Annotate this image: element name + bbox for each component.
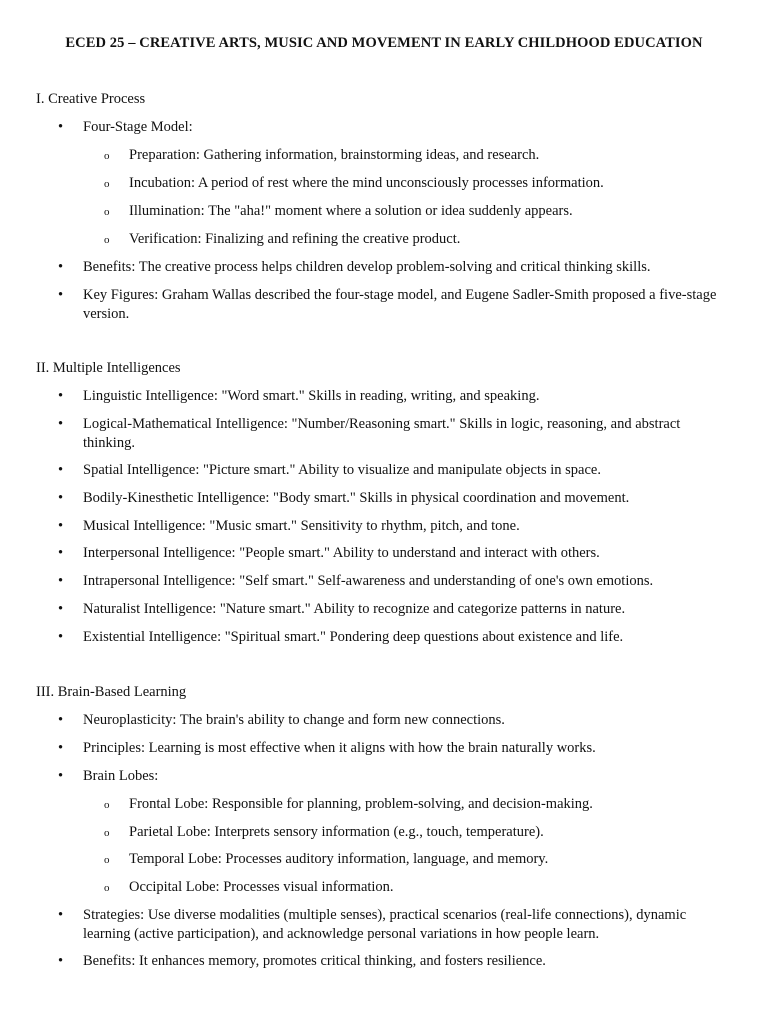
list-item: Linguistic Intelligence: "Word smart." Skills in reading, writing, and speaking. bbox=[83, 388, 540, 404]
list-item: Four-Stage Model: bbox=[83, 119, 193, 135]
bullet-icon: • bbox=[58, 573, 64, 589]
list-item: Musical Intelligence: "Music smart." Sensitivity to rhythm, pitch, and tone. bbox=[83, 518, 520, 534]
sub-bullet-icon: o bbox=[104, 882, 110, 894]
bullet-icon: • bbox=[58, 740, 64, 756]
sub-bullet-icon: o bbox=[104, 150, 110, 162]
sub-list-item: Illumination: The "aha!" moment where a solution or idea suddenly appears. bbox=[129, 203, 573, 219]
bullet-icon: • bbox=[58, 768, 64, 784]
bullet-icon: • bbox=[58, 287, 64, 303]
bullet-icon: • bbox=[58, 119, 64, 135]
sub-bullet-icon: o bbox=[104, 799, 110, 811]
sub-bullet-icon: o bbox=[104, 234, 110, 246]
list-item: Naturalist Intelligence: "Nature smart." Ability to recognize and categorize patterns in nature. bbox=[83, 601, 626, 617]
section-heading-creative-process: I. Creative Process bbox=[36, 91, 146, 107]
bullet-icon: • bbox=[58, 545, 64, 561]
section-heading-brain-based-learning: III. Brain-Based Learning bbox=[36, 684, 187, 700]
list-item: Benefits: The creative process helps children develop problem-solving and critical thinking skills. bbox=[83, 259, 651, 275]
sub-list-item: Temporal Lobe: Processes auditory information, language, and memory. bbox=[129, 851, 549, 867]
bullet-icon: • bbox=[58, 416, 64, 432]
bullet-icon: • bbox=[58, 712, 64, 728]
list-item: Intrapersonal Intelligence: "Self smart." Self-awareness and understanding of one's own emotions. bbox=[83, 573, 654, 589]
list-item: Strategies: Use diverse modalities (multiple senses), practical scenarios (real-life connections), dynamic learning (active participation), and acknowledge personal variations in how people learn. bbox=[83, 907, 687, 942]
bullet-icon: • bbox=[58, 907, 64, 923]
sub-list-item: Incubation: A period of rest where the mind unconsciously processes information. bbox=[129, 175, 604, 191]
list-item: Logical-Mathematical Intelligence: "Number/Reasoning smart." Skills in logic, reasoning, and abstract thinking. bbox=[83, 416, 681, 451]
sub-bullet-icon: o bbox=[104, 827, 110, 839]
list-item: Brain Lobes: bbox=[83, 768, 159, 784]
list-item: Bodily-Kinesthetic Intelligence: "Body smart." Skills in physical coordination and movement. bbox=[83, 490, 630, 506]
bullet-icon: • bbox=[58, 601, 64, 617]
sub-list-item: Parietal Lobe: Interprets sensory information (e.g., touch, temperature). bbox=[129, 824, 544, 840]
bullet-icon: • bbox=[58, 388, 64, 404]
bullet-icon: • bbox=[58, 259, 64, 275]
bullet-icon: • bbox=[58, 629, 64, 645]
bullet-icon: • bbox=[58, 518, 64, 534]
list-item: Neuroplasticity: The brain's ability to change and form new connections. bbox=[83, 712, 505, 728]
sub-list-item: Verification: Finalizing and refining the creative product. bbox=[129, 231, 461, 247]
list-item: Benefits: It enhances memory, promotes critical thinking, and fosters resilience. bbox=[83, 953, 546, 969]
sub-list-item: Occipital Lobe: Processes visual information. bbox=[129, 879, 394, 895]
sub-list-item: Preparation: Gathering information, brainstorming ideas, and research. bbox=[129, 147, 540, 163]
section-heading-multiple-intelligences: II. Multiple Intelligences bbox=[36, 360, 181, 376]
list-item: Key Figures: Graham Wallas described the four-stage model, and Eugene Sadler-Smith proposed a five-stage version. bbox=[83, 287, 717, 322]
list-item: Spatial Intelligence: "Picture smart." Ability to visualize and manipulate objects in space. bbox=[83, 462, 601, 478]
sub-list-item: Frontal Lobe: Responsible for planning, problem-solving, and decision-making. bbox=[129, 796, 593, 812]
sub-bullet-icon: o bbox=[104, 206, 110, 218]
list-item: Existential Intelligence: "Spiritual smart." Pondering deep questions about existence and life. bbox=[83, 629, 624, 645]
sub-bullet-icon: o bbox=[104, 178, 110, 190]
list-item: Principles: Learning is most effective when it aligns with how the brain naturally works. bbox=[83, 740, 596, 756]
document-title: ECED 25 – CREATIVE ARTS, MUSIC AND MOVEMENT IN EARLY CHILDHOOD EDUCATION bbox=[65, 35, 703, 51]
bullet-icon: • bbox=[58, 953, 64, 969]
bullet-icon: • bbox=[58, 490, 64, 506]
bullet-icon: • bbox=[58, 462, 64, 478]
list-item: Interpersonal Intelligence: "People smart." Ability to understand and interact with others. bbox=[83, 545, 600, 561]
sub-bullet-icon: o bbox=[104, 854, 110, 866]
